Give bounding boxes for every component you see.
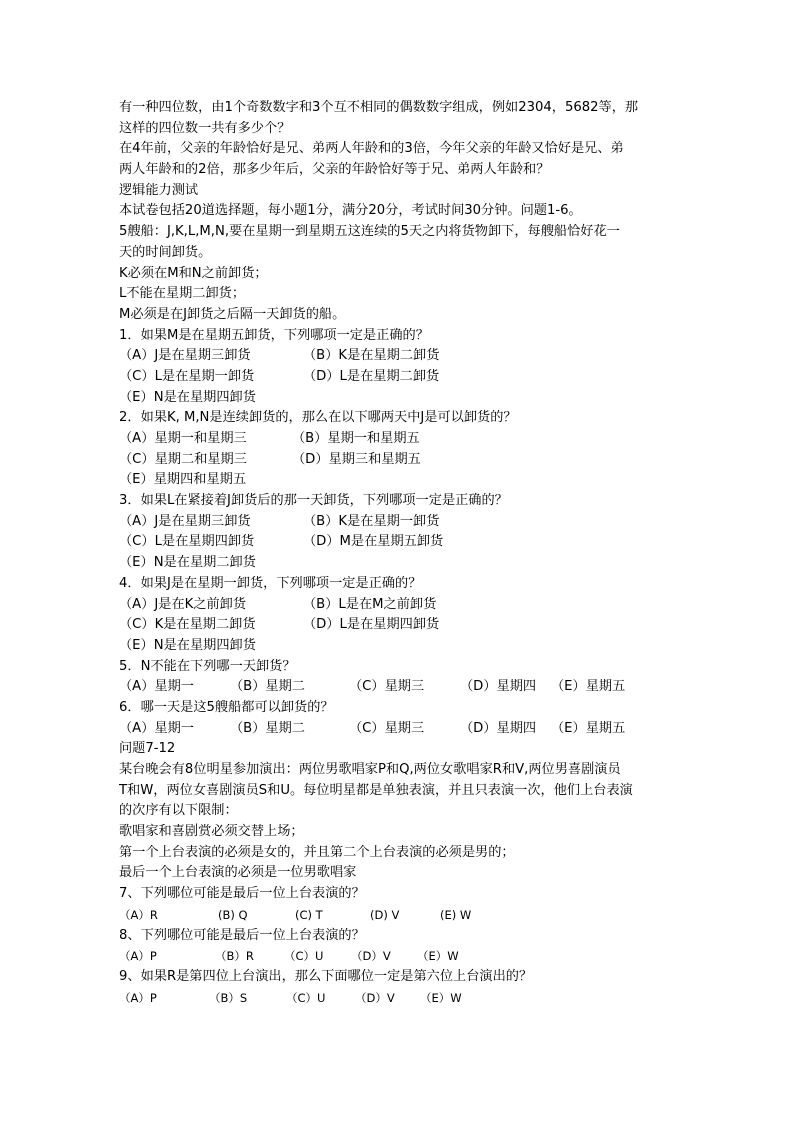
text-line: 天的时间卸货。 (119, 244, 212, 260)
q2-option-d: （D）星期三和星期五 (292, 451, 421, 467)
q3-options-row-1 (119, 512, 679, 533)
text-line: 歌唱家和喜剧赏必须交替上场； (119, 824, 304, 840)
text-line: T和W，两位女喜剧演员S和U。每位明星都是单独表演，并且只表演一次，他们上台表演 (119, 782, 633, 798)
document-page (119, 98, 679, 1008)
question-5-stem: 5．N不能在下列哪一天卸货？ (119, 658, 296, 674)
q2-option-e: （E）星期四和星期五 (119, 472, 247, 488)
q9-option-e: （E）W (420, 990, 462, 1005)
q4-option-c: （C）K是在星期二卸货 (119, 617, 256, 633)
q8-option-e: （E）W (417, 949, 459, 964)
question-3-stem: 3．如果L在紧接着J卸货后的那一天卸货，下列哪项一定是正确的？ (119, 493, 508, 509)
q5-option-c: （C）星期三 (349, 679, 425, 695)
q6-option-a: （A）星期一 (119, 720, 194, 736)
question-7-stem: 7、下列哪位可能是最后一位上台表演的？ (119, 886, 365, 902)
q7-option-d: (D) V (370, 907, 400, 922)
q8-option-b: （B）R (215, 949, 254, 964)
q1-option-e: （E）N是在星期四卸货 (119, 389, 256, 405)
q9-options (119, 988, 679, 1009)
q1-option-a: （A）J是在星期三卸货 (119, 348, 251, 364)
text-line: 最后一个上台表演的必须是一位男歌唱家 (119, 865, 357, 881)
q5-option-a: （A）星期一 (119, 679, 194, 695)
q6-options (119, 719, 679, 740)
q8-option-c: （C）U (284, 949, 324, 964)
q5-options (119, 677, 679, 698)
q4-option-d: （D）L是在星期四卸货 (303, 617, 440, 633)
q2-options-row-1 (119, 429, 679, 450)
q2-option-c: （C）星期二和星期三 (119, 451, 247, 467)
q6-option-c: （C）星期三 (349, 720, 425, 736)
text-line: 某台晚会有8位明星参加演出：两位男歌唱家P和Q,两位女歌唱家R和V,两位男喜剧演员 (119, 762, 621, 777)
text-line: K必须在M和N之前卸货； (119, 265, 268, 281)
q2-option-b: （B）星期一和星期五 (292, 431, 420, 446)
text-line: 第一个上台表演的必须是女的，并且第二个上台表演的必须是男的； (119, 844, 515, 860)
text-line: 本试卷包括20道选择题，每小题1分，满分20分，考试时间30分钟。问题1-6。 (119, 203, 582, 219)
question-1-stem: 1．如果M是在星期五卸货，下列哪项一定是正确的？ (119, 327, 429, 343)
question-9-stem: 9、如果R是第四位上台演出，那么下面哪位一定是第六位上台演出的？ (119, 968, 533, 984)
q8-option-a: （A）P (119, 949, 157, 964)
text-line: 两人年龄和的2倍，那多少年后，父亲的年龄恰好等于兄、弟两人年龄和？ (119, 162, 550, 178)
text-line: 在4年前，父亲的年龄恰好是兄、弟两人年龄和的3倍，今年父亲的年龄又恰好是兄、弟 (119, 141, 624, 157)
q5-option-e: （E）星期五 (551, 679, 626, 695)
q3-options-row-2 (119, 532, 679, 553)
q6-option-b: （B）星期二 (230, 720, 305, 736)
q9-option-b: （B）S (209, 990, 248, 1005)
text-line: 这样的四位数一共有多少个？ (119, 120, 291, 136)
q2-options-row-2 (119, 450, 679, 471)
section-heading: 问题7-12 (119, 741, 176, 757)
q8-options (119, 946, 679, 967)
question-8-stem: 8、下列哪位可能是最后一位上台表演的？ (119, 927, 365, 943)
q7-option-e: (E) W (440, 907, 472, 922)
q3-option-d: （D）M是在星期五卸货 (303, 534, 444, 550)
q5-option-b: （B）星期二 (230, 679, 305, 695)
q2-option-a: （A）星期一和星期三 (119, 431, 247, 446)
text-line: 的次序有以下限制： (119, 803, 238, 819)
q6-option-d: （D）星期四 (460, 720, 537, 736)
q4-option-e: （E）N是在星期四卸货 (119, 637, 256, 653)
q1-option-d: （D）L是在星期二卸货 (303, 368, 440, 384)
text-line: L不能在星期二卸货； (119, 286, 246, 302)
q4-options-row-2 (119, 615, 679, 636)
q1-option-b: （B）K是在星期二卸货 (303, 348, 440, 364)
q3-option-e: （E）N是在星期二卸货 (119, 555, 256, 571)
text-line: 有一种四位数，由1个奇数数字和3个互不相同的偶数数字组成，例如2304，5682等，那 (119, 100, 639, 115)
q8-option-d: （D）V (351, 949, 391, 964)
q5-option-d: （D）星期四 (460, 679, 537, 695)
q4-option-b: （B）L是在M之前卸货 (303, 596, 437, 612)
question-2-stem: 2．如果K, M,N是连续卸货的，那么在以下哪两天中J是可以卸货的？ (119, 410, 517, 426)
q1-options-row-1 (119, 346, 679, 367)
q9-option-a: （A）P (119, 990, 157, 1005)
q3-option-a: （A）J是在星期三卸货 (119, 513, 251, 529)
question-4-stem: 4．如果J是在星期一卸货，下列哪项一定是正确的？ (119, 575, 422, 591)
q3-option-c: （C）L是在星期四卸货 (119, 534, 255, 550)
q9-option-c: （C）U (286, 990, 326, 1005)
q9-option-d: （D）V (355, 990, 395, 1005)
q6-option-e: （E）星期五 (551, 720, 626, 736)
q7-option-c: (C) T (295, 907, 323, 922)
q1-option-c: （C）L是在星期一卸货 (119, 368, 255, 384)
q7-option-b: (B) Q (218, 907, 248, 922)
q1-options-row-2 (119, 367, 679, 388)
text-line: M必须是在J卸货之后隔一天卸货的船。 (119, 306, 346, 322)
q4-option-a: （A）J是在K之前卸货 (119, 596, 247, 612)
question-6-stem: 6．哪一天是这5艘船都可以卸货的？ (119, 699, 334, 715)
q7-options (119, 905, 679, 926)
q3-option-b: （B）K是在星期一卸货 (303, 513, 440, 529)
q7-option-a: （A）R (119, 907, 158, 922)
section-title: 逻辑能力测试 (119, 182, 199, 198)
text-line: 5艘船：J,K,L,M,N,要在星期一到星期五这连续的5天之内将货物卸下，每艘船恰好花一 (119, 224, 620, 240)
q4-options-row-1 (119, 595, 679, 616)
